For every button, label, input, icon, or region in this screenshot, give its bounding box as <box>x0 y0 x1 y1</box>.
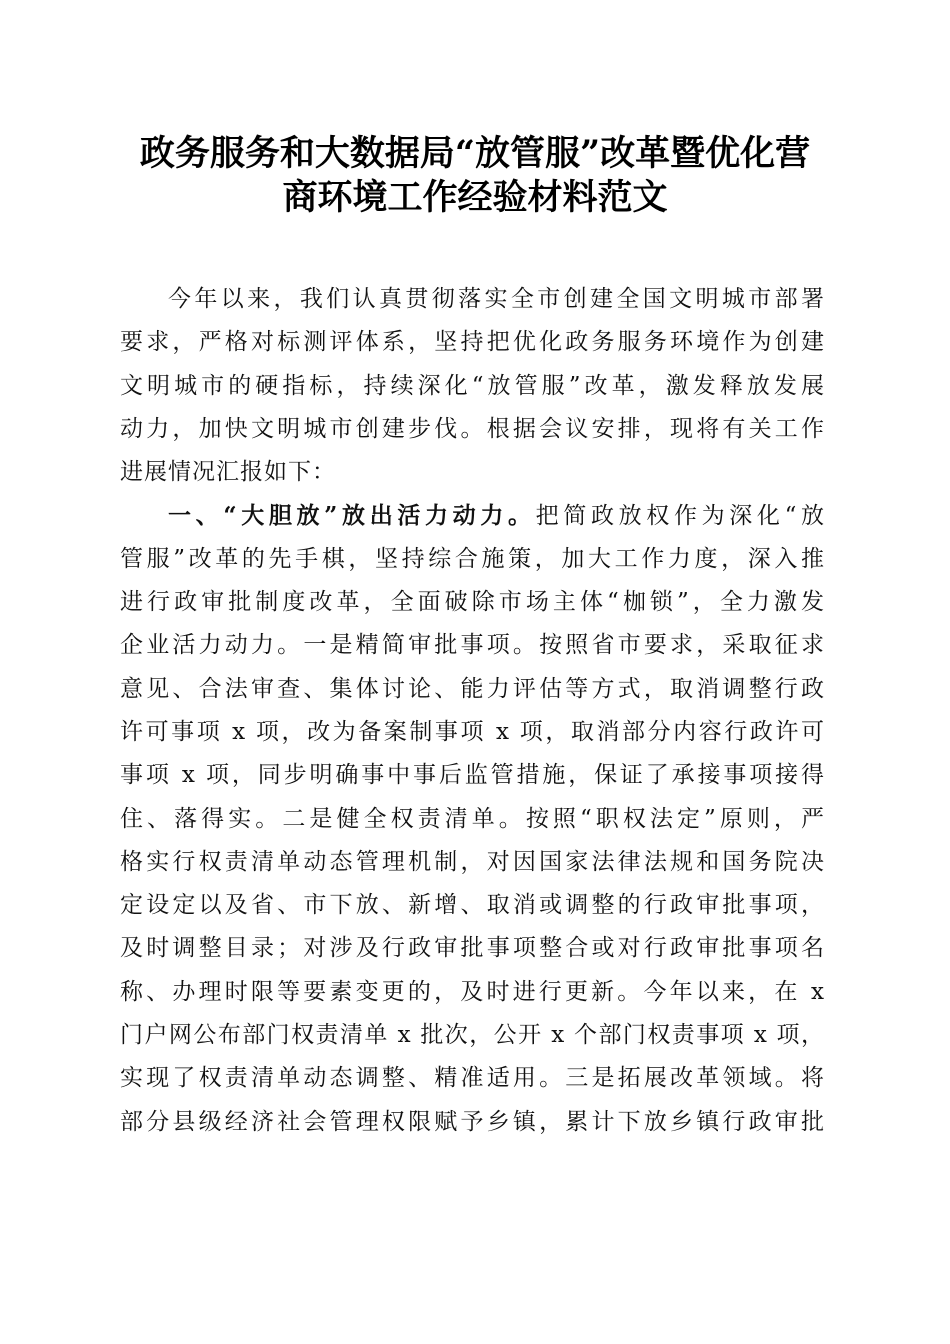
section-1-line: 企业活力动力。一是精简审批事项。按照省市要求，采取征求 <box>120 632 825 659</box>
title-line-2: 商环境工作经验材料范文 <box>282 177 668 218</box>
section-1-line: 许可事项 x 项，改为备案制事项 x 项，取消部分内容行政许可 <box>120 718 825 745</box>
section-1-line: 管服”改革的先手棋，坚持综合施策，加大工作力度，深入推 <box>120 545 825 572</box>
section-1-line: 事项 x 项，同步明确事中事后监管措施，保证了承接事项接得 <box>120 762 825 789</box>
section-1-line: 住、落得实。二是健全权责清单。按照“职权法定”原则，严 <box>120 805 825 832</box>
paragraph-1-line: 进展情况汇报如下： <box>120 459 336 486</box>
section-1-line: 门户网公布部门权责清单 x 批次，公开 x 个部门权责事项 x 项， <box>120 1022 825 1049</box>
section-1-line: 及时调整目录；对涉及行政审批事项整合或对行政审批事项名 <box>120 935 825 962</box>
document-title <box>100 132 850 220</box>
section-1-line: 格实行权责清单动态管理机制，对因国家法律法规和国务院决 <box>120 848 825 875</box>
document-body <box>120 278 825 1144</box>
section-1-line: 称、办理时限等要素变更的，及时进行更新。今年以来，在 x <box>120 978 825 1005</box>
section-1-line: 进行政审批制度改革，全面破除市场主体“枷锁”，全力激发 <box>120 589 825 616</box>
paragraph-1-line: 今年以来，我们认真贯彻落实全市创建全国文明城市部署 <box>168 286 825 312</box>
title-line-1: 政务服务和大数据局“放管服”改革暨优化营 <box>139 133 811 174</box>
section-1-line: 实现了权责清单动态调整、精准适用。三是拓展改革领域。将 <box>120 1065 825 1092</box>
section-1-first-line-rest: 把简政放权作为深化“放 <box>535 503 825 530</box>
section-1-line: 部分县级经济社会管理权限赋予乡镇，累计下放乡镇行政审批 <box>120 1108 825 1135</box>
paragraph-1-line: 文明城市的硬指标，持续深化“放管服”改革，激发释放发展 <box>120 372 825 399</box>
section-1-line: 定设定以及省、市下放、新增、取消或调整的行政审批事项， <box>120 892 825 919</box>
section-1-heading: 一、“大胆放”放出活力动力。 <box>168 502 536 530</box>
paragraph-1-line: 要求，严格对标测评体系，坚持把优化政务服务环境作为创建 <box>120 329 825 356</box>
paragraph-1-line: 动力，加快文明城市创建步伐。根据会议安排，现将有关工作 <box>120 415 825 442</box>
section-1-first-line <box>120 494 825 537</box>
section-1-line: 意见、合法审查、集体讨论、能力评估等方式，取消调整行政 <box>120 675 825 702</box>
